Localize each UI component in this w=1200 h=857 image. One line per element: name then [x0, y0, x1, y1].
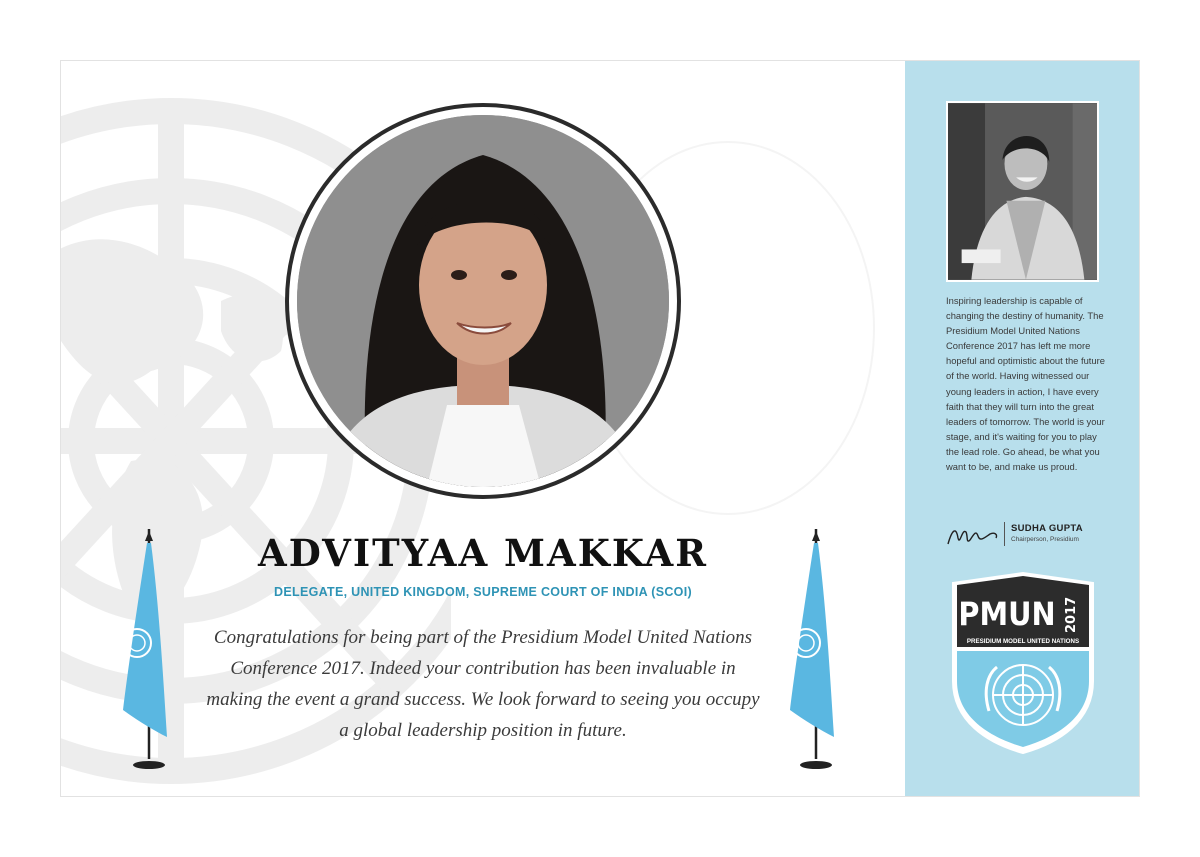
signature-block: [946, 520, 1126, 552]
pmun-logo: [949, 571, 1097, 755]
logo-main-text: PMUN: [958, 595, 1056, 633]
chairperson-photo: [946, 101, 1099, 282]
pmun-shield-logo: [949, 571, 1097, 755]
un-flag-right-icon: [784, 525, 854, 773]
congratulation-message: Congratulations for being part of the Presidium Model United Nations Conference 2017. Indeed your contribution has been invaluable in making the event a grand success. We look forward to seeing you occupy a global leadership position in future.: [206, 627, 760, 741]
signatory-title: Chairperson, Presidium: [1011, 536, 1079, 543]
chairperson-quote: Inspiring leadership is capable of changing the destiny of humanity. The Presidium Model United Nations Conference 2017 has left me more hopeful and optimistic about the future of the world. Having witnessed our young leaders in action, I have every faith that they will turn into the great leaders of tomorrow. The world is your stage, and it's waiting for you to play the lead role. Go ahead, be what you want to be, and make us proud.: [946, 295, 1105, 473]
signature-divider: [1004, 522, 1005, 546]
certificate-main: [61, 61, 905, 797]
recipient-name: ADVITYAA MAKKAR: [258, 531, 708, 575]
recipient-photo: [297, 115, 669, 487]
recipient-photo-frame: [285, 103, 681, 499]
recipient-portrait-icon: [297, 115, 669, 487]
chairperson-portrait-icon: [948, 103, 1097, 280]
signature-icon: [946, 522, 1000, 550]
chairperson-sidebar: [905, 61, 1140, 797]
recipient-role: DELEGATE, UNITED KINGDOM, SUPREME COURT OF INDIA (SCOI): [274, 585, 692, 599]
signatory-name: SUDHA GUPTA: [1011, 523, 1083, 534]
certificate-card: [60, 60, 1140, 797]
logo-year-text: 2017: [1064, 596, 1079, 633]
logo-subtitle-text: PRESIDIUM MODEL UNITED NATIONS: [966, 638, 1080, 645]
